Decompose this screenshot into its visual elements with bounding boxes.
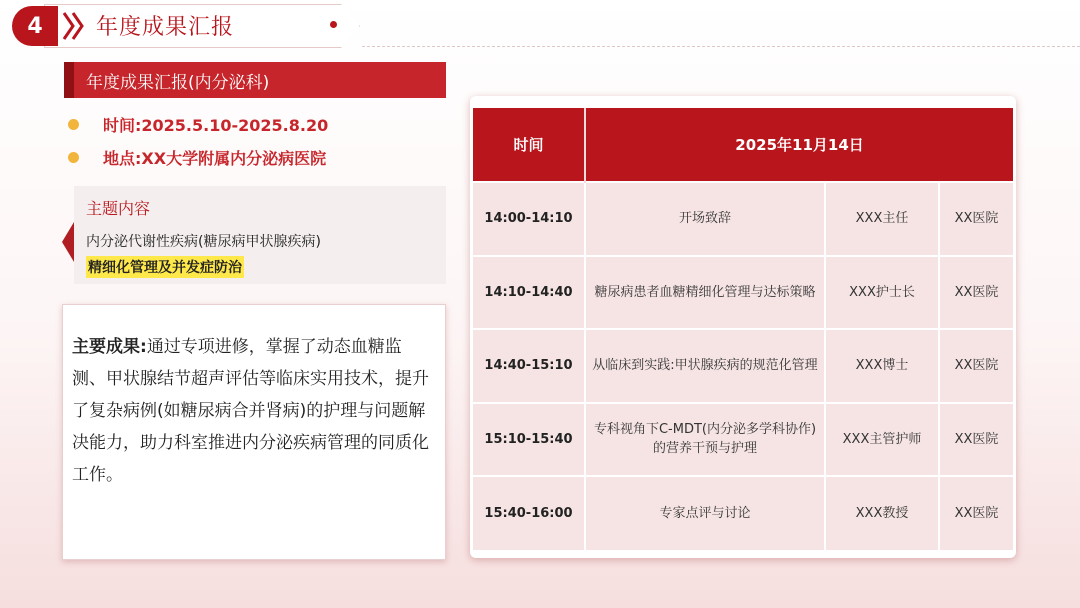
- row-topic: 从临床到实践:甲状腺疾病的规范化管理: [585, 329, 825, 403]
- row-speaker: XXX主管护师: [825, 403, 939, 477]
- result-box: [62, 304, 446, 560]
- row-topic: 专科视角下C-MDT(内分泌多学科协作)的营养干预与护理: [585, 403, 825, 477]
- schedule-table: [473, 108, 1013, 550]
- table-row: [473, 403, 1013, 477]
- row-speaker: XXX主任: [825, 182, 939, 256]
- row-org: XX医院: [939, 403, 1013, 477]
- table-header-row: [473, 108, 1013, 182]
- section-bar-accent: [64, 62, 74, 98]
- row-speaker: XXX博士: [825, 329, 939, 403]
- row-org: XX医院: [939, 182, 1013, 256]
- time-text: 时间:2025.5.10-2025.8.20: [103, 116, 329, 135]
- row-topic: 开场致辞: [585, 182, 825, 256]
- result-text: 通过专项进修，掌握了动态血糖监测、甲状腺结节超声评估等临床实用技术，提升了复杂病例(如糖尿病合并肾病)的护理与问题解决能力，助力科室推进内分泌疾病管理的同质化工作。: [72, 337, 429, 485]
- header-date: 2025年11月14日: [585, 108, 1013, 182]
- theme-line-1: 内分泌代谢性疾病(糖尿病甲状腺疾病): [86, 234, 321, 250]
- time-row: [68, 113, 328, 136]
- place-row: [68, 146, 326, 169]
- row-speaker: XXX护士长: [825, 256, 939, 330]
- theme-flag-icon: [62, 222, 74, 262]
- header-dot: [330, 21, 337, 28]
- row-speaker: XXX教授: [825, 476, 939, 550]
- page-title: 年度成果汇报: [96, 15, 235, 40]
- row-time: 14:00-14:10: [473, 182, 585, 256]
- place-text: 地点:XX大学附属内分泌病医院: [103, 149, 327, 168]
- result-label: 主要成果:: [72, 337, 147, 357]
- section-title: 年度成果汇报(内分泌科): [86, 72, 270, 93]
- header-time: 时间: [473, 108, 585, 182]
- table-row: [473, 329, 1013, 403]
- row-topic: 专家点评与讨论: [585, 476, 825, 550]
- section-number-badge: 4: [12, 6, 58, 46]
- bullet-dot-icon: [68, 119, 79, 130]
- row-topic: 糖尿病患者血糖精细化管理与达标策略: [585, 256, 825, 330]
- row-time: 14:10-14:40: [473, 256, 585, 330]
- table-row: [473, 476, 1013, 550]
- row-time: 15:40-16:00: [473, 476, 585, 550]
- theme-heading: 主题内容: [86, 199, 151, 218]
- row-org: XX医院: [939, 256, 1013, 330]
- row-time: 14:40-15:10: [473, 329, 585, 403]
- section-title-bar: [64, 62, 446, 98]
- row-org: XX医院: [939, 476, 1013, 550]
- row-org: XX医院: [939, 329, 1013, 403]
- schedule-card: [470, 96, 1016, 558]
- double-chevron-icon: [60, 10, 86, 42]
- header-divider: [362, 46, 1080, 47]
- theme-line-2-highlight: 精细化管理及并发症防治: [86, 256, 244, 278]
- row-time: 15:10-15:40: [473, 403, 585, 477]
- table-row: [473, 182, 1013, 256]
- bullet-dot-icon: [68, 152, 79, 163]
- table-row: [473, 256, 1013, 330]
